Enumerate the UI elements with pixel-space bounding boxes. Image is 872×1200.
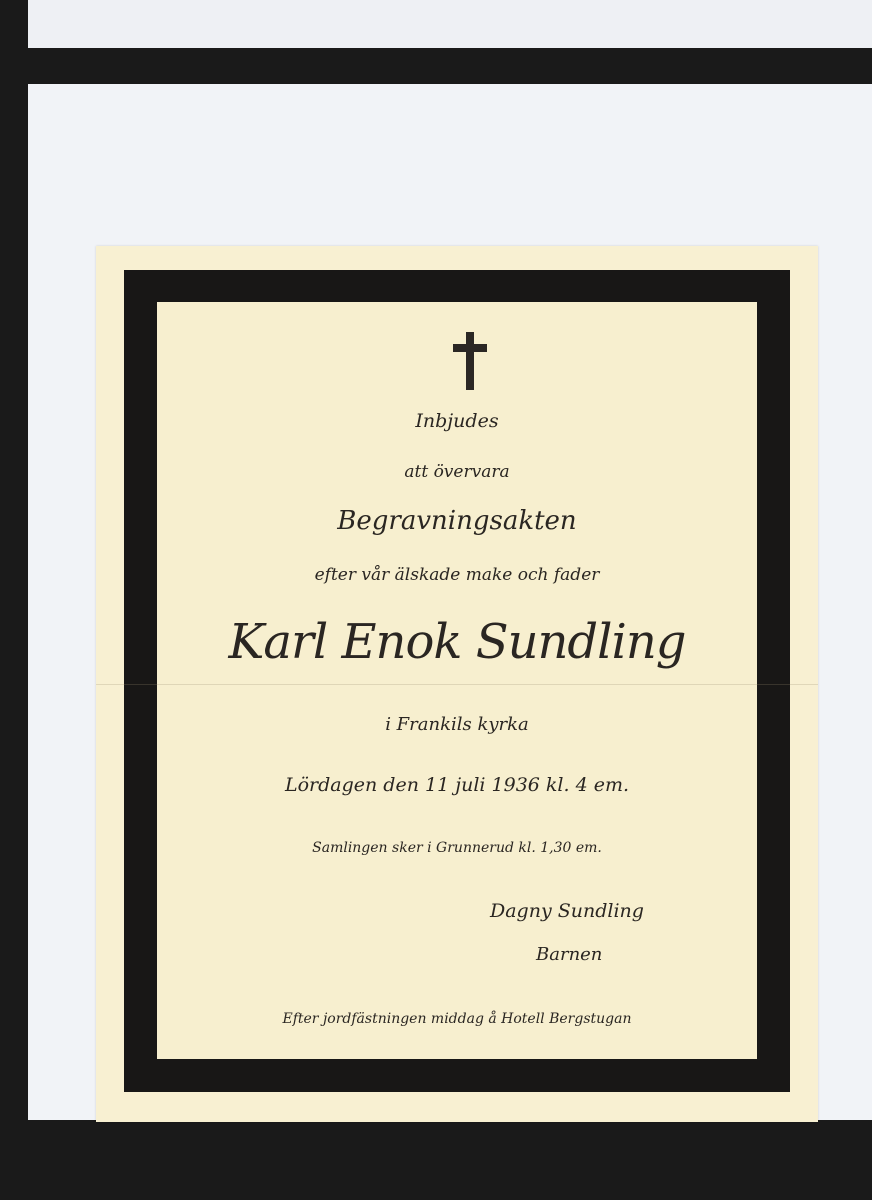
signatory-children: Barnen	[536, 944, 603, 965]
church-line: i Frankils kyrka	[385, 714, 529, 735]
ceremony-title: Begravningsakten	[337, 506, 577, 536]
cross-icon	[453, 332, 487, 390]
signatory-wife: Dagny Sundling	[490, 900, 644, 922]
dinner-note: Efter jordfästningen middag å Hotell Bergstugan	[282, 1011, 632, 1027]
invitation-heading: Inbjudes	[415, 410, 499, 432]
relation-line: efter vår älskade make och fader	[314, 565, 600, 585]
date-time-line: Lördagen den 11 juli 1936 kl. 4 em.	[284, 774, 630, 796]
scanner-top-strip	[28, 0, 872, 48]
deceased-name: Karl Enok Sundling	[228, 614, 686, 670]
gathering-line: Samlingen sker i Grunnerud kl. 1,30 em.	[312, 840, 602, 856]
attend-line: att övervara	[404, 462, 510, 482]
fold-line	[96, 684, 818, 685]
